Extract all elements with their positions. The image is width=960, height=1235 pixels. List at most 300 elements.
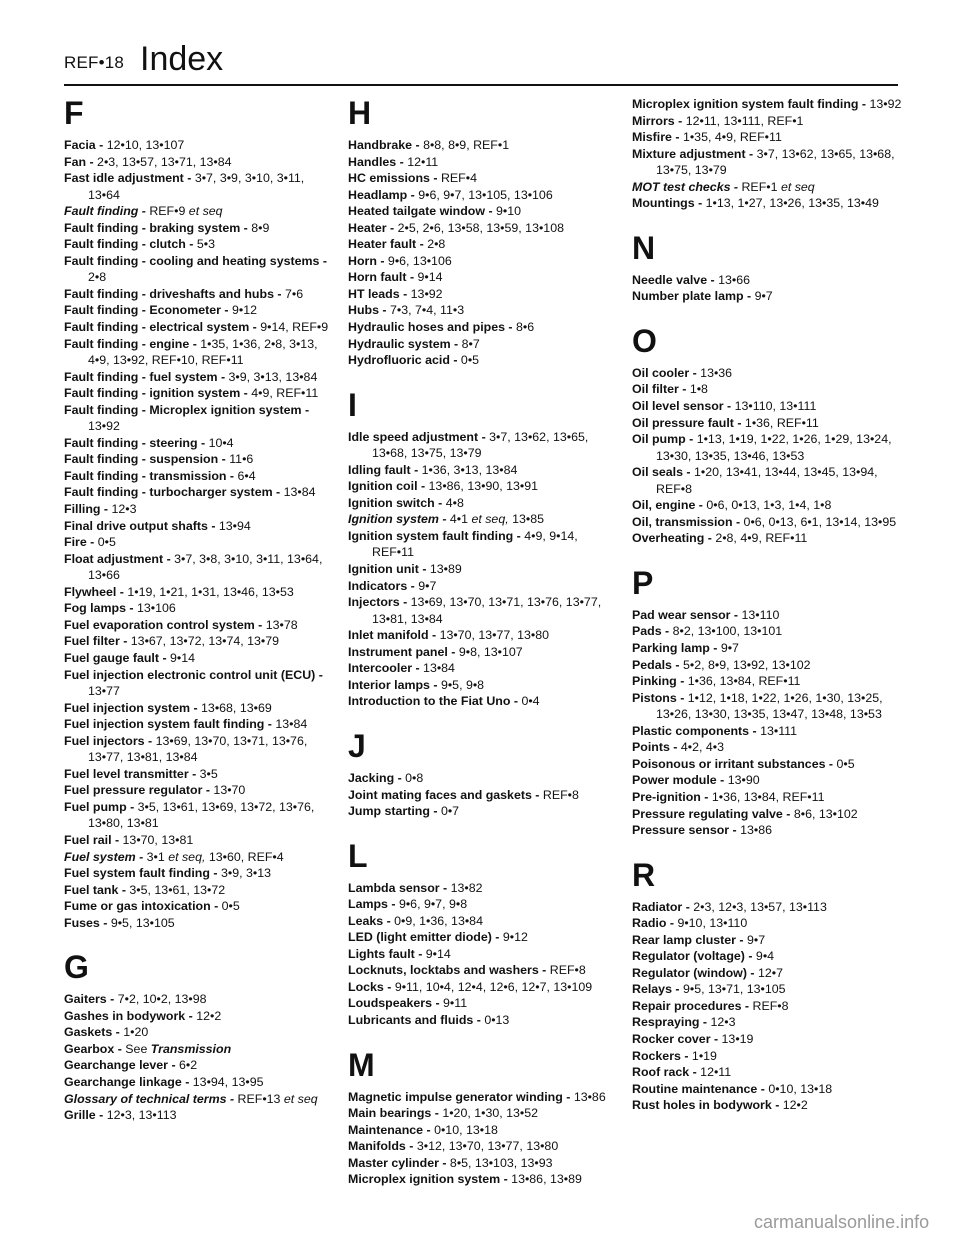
entry-term: Heater - — [348, 220, 398, 235]
entry-term: Lamps - — [348, 897, 399, 912]
index-entry — [348, 253, 620, 270]
section-letter: P — [632, 564, 654, 601]
entry-term: Filling - — [64, 502, 112, 517]
entry-pages: 1•13, 1•19, 1•22, 1•26, 1•29, 13•24, 13•30, 13•35, 13•46, 13•53 — [656, 432, 892, 463]
entry-term: Pads - — [632, 624, 673, 639]
index-entry — [348, 578, 620, 595]
index-entry — [64, 1024, 336, 1041]
index-entry — [632, 607, 904, 624]
section-letter: J — [348, 727, 366, 764]
entry-term: Jacking - — [348, 770, 406, 785]
entry-term: Oil level sensor - — [632, 399, 735, 414]
index-entry — [632, 1031, 904, 1048]
entry-term: Fuel level transmitter - — [64, 766, 200, 781]
index-entry — [348, 511, 620, 528]
index-entry — [348, 913, 620, 930]
entry-term: Loudspeakers - — [348, 996, 444, 1011]
index-entry — [348, 644, 620, 661]
entry-term: Gaskets - — [64, 1025, 124, 1040]
entry-term: Ignition system - — [348, 512, 450, 527]
entry-pages: REF•8 — [752, 998, 789, 1013]
index-entry — [64, 882, 336, 899]
index-entry — [632, 272, 904, 289]
entry-pages: 1•20 — [123, 1025, 149, 1040]
entry-pages: 13•84 — [283, 485, 316, 500]
entry-term: Relays - — [632, 982, 683, 997]
entry-term: Number plate lamp - — [632, 289, 755, 304]
entry-term: Ignition unit - — [348, 562, 430, 577]
entry-term: Gearchange lever - — [64, 1058, 180, 1073]
index-entry — [632, 431, 904, 464]
entry-term: Fuel injection electronic control unit (ECU) - — [64, 667, 323, 682]
entry-term: Ignition coil - — [348, 479, 429, 494]
entry-pages: REF•1 — [741, 179, 778, 194]
entry-term: Fuel filter - — [64, 634, 131, 649]
index-entry — [64, 468, 336, 485]
index-entry — [348, 1171, 620, 1188]
entry-term: Fault finding - Econometer - — [64, 303, 232, 318]
entry-term: HC emissions - — [348, 171, 441, 186]
index-entry — [348, 979, 620, 996]
index-entry — [632, 739, 904, 756]
entry-pages: 13•69, 13•70, 13•71, 13•76, 13•77, 13•81, 13•84 — [88, 733, 308, 765]
entry-pages: 9•8, 13•107 — [458, 644, 523, 659]
entry-term: Flywheel - — [64, 584, 128, 599]
entry-pages: 1•19, 1•21, 1•31, 13•46, 13•53 — [127, 584, 294, 599]
index-entry — [348, 352, 620, 369]
index-entry — [64, 137, 336, 154]
entry-term: Main bearings - — [348, 1106, 443, 1121]
entry-term: Handles - — [348, 154, 408, 169]
entry-pages: REF•4 — [440, 171, 477, 186]
entry-pages: 7•2, 10•2, 13•98 — [117, 992, 207, 1007]
entry-pages: 13•84 — [423, 661, 455, 676]
index-entry — [64, 766, 336, 783]
entry-pages: 13•86, 13•89 — [511, 1172, 582, 1187]
entry-term: Hydraulic hoses and pipes - — [348, 320, 517, 335]
entry-pages: 2•8, 4•9, REF•11 — [715, 531, 808, 546]
entry-pages: 1•36, 13•84, REF•11 — [687, 674, 801, 689]
index-entry — [348, 495, 620, 512]
entry-term: Lambda sensor - — [348, 880, 451, 895]
entry-pages: 9•6, 9•7, 13•105, 13•106 — [418, 187, 553, 202]
entry-term: Regulator (window) - — [632, 965, 758, 980]
entry-pages: 13•19 — [721, 1031, 754, 1046]
entry-term: Fault finding - Microplex ignition system - — [64, 402, 310, 417]
entry-term: Intercooler - — [348, 661, 424, 676]
entry-pages: 13•67, 13•72, 13•74, 13•79 — [130, 634, 280, 649]
entry-term: Fault finding - — [64, 204, 150, 219]
entry-pages: 0•5 — [221, 899, 240, 914]
index-entry — [64, 865, 336, 882]
index-entry — [348, 429, 620, 462]
entry-term: Hubs - — [348, 303, 390, 318]
index-entry — [632, 948, 904, 965]
entry-pages: 12•2 — [782, 1098, 808, 1113]
entry-pages: 3•7, 13•62, 13•65, 13•68, 13•75, 13•79 — [372, 429, 589, 461]
index-entry — [348, 946, 620, 963]
index-entry — [64, 385, 336, 402]
entry-term: Fault finding - suspension - — [64, 452, 230, 467]
entry-pages: 3•5 — [199, 766, 218, 781]
entry-pages: 3•1 — [146, 849, 165, 864]
entry-pages: 1•35, 4•9, REF•11 — [682, 130, 782, 145]
entry-term: Routine maintenance - — [632, 1081, 769, 1096]
entry-term: Regulator (voltage) - — [632, 949, 756, 964]
entry-pages: 13•66 — [718, 272, 750, 287]
entry-term: Fault finding - ignition system - — [64, 386, 252, 401]
entry-term: Lights fault - — [348, 946, 426, 961]
index-entry — [632, 96, 904, 113]
entry-pages: 13•82 — [450, 880, 483, 895]
entry-term: Heated tailgate window - — [348, 204, 497, 219]
entry-pages: 12•7 — [757, 965, 783, 980]
entry-term: Fault finding - cooling and heating systems - — [64, 253, 327, 268]
entry-et-seq: et seq, — [164, 849, 206, 864]
entry-pages: 0•5 — [97, 535, 116, 550]
entry-pages: 1•36, 3•13, 13•84 — [421, 462, 518, 477]
index-entry — [632, 1081, 904, 1098]
index-entry — [632, 756, 904, 773]
entry-term: Needle valve - — [632, 272, 719, 287]
entry-term: Final drive output shafts - — [64, 518, 219, 533]
index-entry — [64, 154, 336, 171]
entry-term: Misfire - — [632, 130, 683, 145]
entry-pages: 1•12, 1•18, 1•22, 1•26, 1•30, 13•25, 13•26, 13•30, 13•35, 13•47, 13•48, 13•53 — [656, 690, 883, 722]
entry-term: Overheating - — [632, 531, 716, 546]
entry-pages: 9•7 — [418, 578, 437, 593]
entry-pages: 12•3 — [111, 502, 137, 517]
entry-term: Jump starting - — [348, 804, 441, 819]
entry-pages: 9•10, 13•110 — [677, 916, 748, 931]
entry-term: Interior lamps - — [348, 677, 441, 692]
entry-term: Oil filter - — [632, 382, 690, 397]
index-entry — [64, 319, 336, 336]
entry-pages: 6•2 — [179, 1058, 198, 1073]
entry-term: Pinking - — [632, 674, 688, 689]
section-letter: F — [64, 95, 84, 131]
entry-term: Idle speed adjustment - — [348, 429, 490, 444]
index-entry — [632, 899, 904, 916]
entry-pages: 9•12 — [502, 930, 528, 945]
index-entry — [632, 288, 904, 305]
index-entry — [348, 1138, 620, 1155]
entry-pages: 11•6 — [229, 452, 254, 467]
entry-pages: 9•6, 9•7, 9•8 — [398, 897, 468, 912]
index-entry — [64, 451, 336, 468]
entry-pages: 13•84 — [275, 717, 308, 732]
entry-term: Pad wear sensor - — [632, 607, 742, 622]
entry-term: Fault finding - braking system - — [64, 220, 252, 235]
entry-pages: 0•7 — [440, 804, 460, 819]
index-entry — [632, 530, 904, 547]
entry-term: Gaiters - — [64, 992, 118, 1007]
entry-pages: 9•14 — [417, 270, 443, 285]
entry-term: Gearbox - — [64, 1041, 126, 1056]
index-entry — [64, 650, 336, 667]
entry-pages: 13•36 — [700, 365, 733, 380]
index-entry — [348, 1122, 620, 1139]
index-entry — [64, 369, 336, 386]
entry-pages: 9•7 — [747, 932, 766, 947]
index-entry — [64, 534, 336, 551]
entry-term: Pedals - — [632, 657, 683, 672]
index-entry — [64, 849, 336, 866]
index-entry — [64, 832, 336, 849]
entry-pages: 9•7 — [720, 641, 739, 656]
entry-pages: 9•4 — [755, 949, 775, 964]
index-entry — [348, 302, 620, 319]
entry-term: Magnetic impulse generator winding - — [348, 1089, 574, 1104]
entry-pages: 12•3, 13•113 — [106, 1108, 177, 1123]
entry-pages: 2•3, 12•3, 13•57, 13•113 — [693, 899, 827, 914]
entry-pages: 8•8, 8•9, REF•1 — [423, 138, 510, 152]
entry-pages: 3•7, 3•8, 3•10, 3•11, 13•64, 13•66 — [88, 551, 323, 583]
entry-et-seq: et seq — [185, 204, 223, 219]
index-entry — [348, 1089, 620, 1106]
entry-pages: 13•92 — [869, 97, 902, 111]
index-entry — [64, 700, 336, 717]
entry-pages: 12•11 — [407, 154, 439, 169]
entry-term: Glossary of technical terms - — [64, 1091, 238, 1106]
index-entry — [64, 1074, 336, 1091]
entry-pages: 12•10, 13•107 — [106, 138, 185, 152]
entry-term: Rust holes in bodywork - — [632, 1098, 783, 1113]
index-entry — [64, 584, 336, 601]
index-entry — [632, 723, 904, 740]
index-entry — [64, 336, 336, 369]
index-entry — [632, 822, 904, 839]
entry-term: Fuses - — [64, 915, 111, 930]
entry-pages: 13•110, 13•111 — [734, 399, 817, 414]
entry-pages: 4•9, 9•14, REF•11 — [372, 528, 578, 560]
entry-term: Hydrofluoric acid - — [348, 353, 461, 368]
entry-term: Fuel injection system - — [64, 700, 202, 715]
index-entry — [632, 113, 904, 130]
entry-crossref: Transmission — [150, 1041, 232, 1056]
entry-pages: 1•20, 13•41, 13•44, 13•45, 13•94, REF•8 — [656, 465, 878, 496]
entry-term: Facia - — [64, 138, 107, 152]
entry-term: Points - — [632, 740, 681, 755]
index-entry — [64, 302, 336, 319]
entry-pages: 4•9, REF•11 — [251, 386, 319, 401]
entry-term: Rocker cover - — [632, 1031, 722, 1046]
index-entry — [632, 179, 904, 196]
index-entry — [64, 435, 336, 452]
entry-pages: 3•5, 13•61, 13•72 — [129, 882, 226, 897]
entry-term: Fault finding - transmission - — [64, 468, 238, 483]
entry-pages: 0•9, 1•36, 13•84 — [394, 913, 483, 928]
entry-pages: REF•13 — [237, 1091, 281, 1106]
index-entry — [632, 998, 904, 1015]
index-entry — [632, 1014, 904, 1031]
entry-pages: 13•111 — [760, 723, 798, 738]
index-entry — [348, 336, 620, 353]
section-letter: N — [632, 229, 656, 266]
entry-pages: 13•86, 13•90, 13•91 — [428, 479, 539, 494]
entry-pages: 13•78 — [265, 617, 298, 632]
index-entry — [64, 220, 336, 237]
entry-pages: 0•5 — [460, 353, 480, 368]
entry-pages: 2•3, 13•57, 13•71, 13•84 — [97, 154, 232, 169]
index-entry — [348, 929, 620, 946]
entry-pages: 13•86 — [740, 823, 773, 838]
entry-term: Oil, transmission - — [632, 514, 744, 529]
index-entry — [348, 319, 620, 336]
entry-term: Introduction to the Fiat Uno - — [348, 694, 522, 709]
index-entry — [632, 772, 904, 789]
index-entry — [64, 782, 336, 799]
entry-term: Fume or gas intoxication - — [64, 899, 222, 914]
entry-term: Float adjustment - — [64, 551, 175, 566]
index-entry — [348, 660, 620, 677]
index-entry — [64, 898, 336, 915]
entry-pages: 2•8 — [427, 237, 446, 252]
entry-term: Fuel rail - — [64, 832, 123, 847]
header-rule — [64, 84, 898, 86]
entry-term: Mirrors - — [632, 113, 686, 128]
index-entry — [632, 640, 904, 657]
entry-pages: 13•68, 13•69 — [201, 700, 272, 715]
entry-term: Ignition switch - — [348, 495, 446, 510]
entry-term: Fault finding - driveshafts and hubs - — [64, 286, 285, 301]
index-entry — [348, 962, 620, 979]
section-letter: G — [64, 949, 89, 986]
entry-pages: 12•2 — [196, 1008, 222, 1023]
index-entry — [632, 381, 904, 398]
entry-term: Grille - — [64, 1108, 107, 1123]
entry-pages: 13•110 — [741, 607, 780, 622]
index-entry — [348, 478, 620, 495]
index-entry — [632, 365, 904, 382]
entry-term: Parking lamp - — [632, 641, 721, 656]
entry-term: Fuel system fault finding - — [64, 866, 221, 881]
page-reference: REF•18 — [64, 53, 125, 72]
entry-pages-extra: 13•60, REF•4 — [205, 849, 284, 864]
watermark: carmanualsonline.info — [754, 1212, 930, 1232]
index-entry — [348, 1105, 620, 1122]
page-title: Index — [140, 40, 224, 78]
entry-pages: REF•8 — [542, 787, 579, 802]
entry-term: Oil pump - — [632, 432, 697, 447]
index-entry — [632, 673, 904, 690]
entry-pages: 8•9 — [251, 220, 270, 235]
index-entry — [64, 236, 336, 253]
index-entry — [64, 991, 336, 1008]
index-entry — [64, 733, 336, 766]
entry-term: Gearchange linkage - — [64, 1074, 193, 1089]
entry-term: Joint mating faces and gaskets - — [348, 787, 543, 802]
section-letter: I — [348, 386, 357, 423]
index-entry — [348, 220, 620, 237]
entry-term: Leaks - — [348, 913, 395, 928]
index-column-1 — [64, 96, 336, 1124]
index-entry — [632, 398, 904, 415]
entry-term: Headlamp - — [348, 187, 419, 202]
index-entry — [632, 789, 904, 806]
entry-pages: REF•9 — [149, 204, 186, 219]
entry-term: Fault finding - turbocharger system - — [64, 485, 284, 500]
entry-pages: 13•69, 13•70, 13•71, 13•76, 13•77, 13•81, 13•84 — [372, 595, 602, 626]
entry-term: Plastic components - — [632, 723, 761, 738]
index-entry — [64, 402, 336, 435]
index-entry — [632, 806, 904, 823]
entry-term: Fuel gauge fault - — [64, 650, 171, 665]
entry-et-seq: et seq — [280, 1091, 318, 1106]
entry-pages: 2•5, 2•6, 13•58, 13•59, 13•108 — [397, 220, 564, 235]
entry-term: Pistons - — [632, 690, 688, 705]
index-entry — [348, 269, 620, 286]
entry-pages: 3•12, 13•70, 13•77, 13•80 — [416, 1139, 559, 1154]
index-entry — [632, 1064, 904, 1081]
section-letter: R — [632, 856, 656, 893]
index-entry — [64, 484, 336, 501]
entry-pages: 9•7 — [754, 289, 773, 304]
entry-pages: 9•10 — [496, 204, 522, 219]
entry-term: Oil seals - — [632, 465, 694, 480]
entry-pages: 12•11, 13•111, REF•1 — [685, 113, 804, 128]
index-entry — [348, 693, 620, 710]
entry-term: Maintenance - — [348, 1122, 435, 1137]
entry-pages: 1•13, 1•27, 13•26, 13•35, 13•49 — [705, 196, 879, 211]
entry-pages: 9•12 — [231, 303, 257, 318]
index-entry — [348, 236, 620, 253]
index-entry — [348, 154, 620, 171]
entry-term: Locks - — [348, 979, 395, 994]
index-entry — [348, 594, 620, 627]
entry-pages: 1•8 — [689, 382, 708, 397]
entry-pages: 9•14 — [425, 946, 451, 961]
entry-pages: 4•8 — [445, 495, 464, 510]
entry-term: Fan - — [64, 154, 98, 169]
entry-pages: 13•86 — [573, 1089, 606, 1104]
index-entry — [64, 915, 336, 932]
entry-pages: 13•94, 13•95 — [192, 1074, 264, 1089]
index-entry — [64, 253, 336, 286]
section-letter: M — [348, 1046, 375, 1083]
entry-term: Injectors - — [348, 595, 411, 610]
entry-pages: 9•6, 13•106 — [387, 253, 452, 268]
entry-term: Horn - — [348, 253, 388, 268]
entry-term: Fuel tank - — [64, 882, 130, 897]
page-header — [64, 42, 898, 82]
index-entry — [64, 551, 336, 584]
entry-term: Ignition system fault finding - — [348, 528, 525, 543]
index-entry — [632, 657, 904, 674]
entry-term: Fuel pressure regulator - — [64, 783, 214, 798]
entry-pages: 13•92 — [88, 419, 120, 434]
index-entry — [632, 932, 904, 949]
index-entry — [632, 690, 904, 723]
index-entry — [632, 514, 904, 531]
index-entry — [348, 677, 620, 694]
index-entry — [64, 1091, 336, 1108]
index-entry — [64, 203, 336, 220]
section-letter: L — [348, 837, 368, 874]
index-entry — [632, 981, 904, 998]
index-entry — [64, 1008, 336, 1025]
entry-pages: 4•2, 4•3 — [680, 740, 725, 755]
entry-term: Mixture adjustment - — [632, 146, 757, 161]
index-entry — [64, 1107, 336, 1124]
entry-pages: 9•5, 13•105 — [110, 915, 175, 930]
index-entry — [64, 1041, 336, 1058]
entry-pages: 8•5, 13•103, 13•93 — [449, 1155, 553, 1170]
entry-term: Microplex ignition system - — [348, 1172, 512, 1187]
entry-pages: 13•77 — [88, 684, 120, 699]
entry-term: Rear lamp cluster - — [632, 932, 748, 947]
entry-pages: See — [125, 1041, 151, 1056]
